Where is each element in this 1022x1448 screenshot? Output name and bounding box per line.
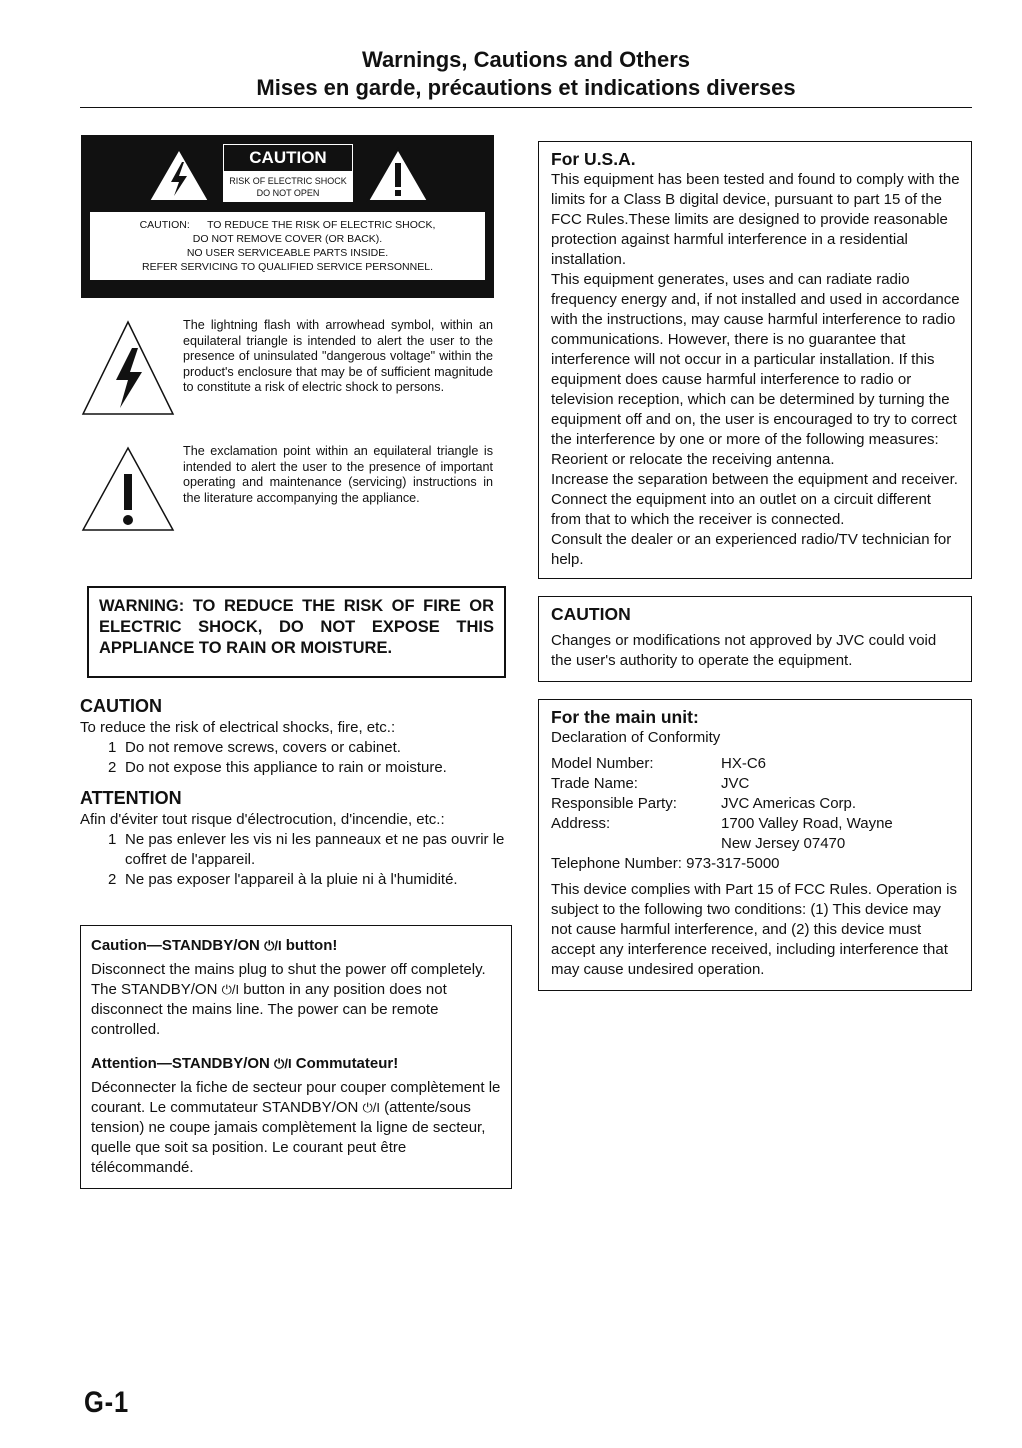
table-row: Responsible Party: JVC Americas Corp. <box>551 795 857 812</box>
telephone-line: Telephone Number: 973-317-5000 <box>551 855 780 872</box>
usa-measure-1: Reorient or relocate the receiving antenna. <box>551 451 835 468</box>
main-unit-box <box>538 699 972 991</box>
exclamation-symbol-description: The exclamation point within an equilateral triangle is intended to alert the user to the presence of important operating and maintenance (servicing) instructions in the literature accompanying the appliance. <box>183 444 493 505</box>
caution-label-line-2: DO NOT REMOVE COVER (OR BACK). <box>192 233 383 245</box>
attention-heading: ATTENTION <box>80 788 182 808</box>
caution-intro: To reduce the risk of electrical shocks, fire, etc.: <box>80 719 396 736</box>
caution-label-word: CAUTION <box>223 144 353 172</box>
risk-line-1: RISK OF ELECTRIC SHOCK <box>229 176 347 186</box>
lightning-symbol-description: The lightning flash with arrowhead symbol, within an equilateral triangle is intended to alert the user to the presence of uninsulated "dangerous voltage" within the product's enclosure that may be of sufficient magnitude to constitute a risk of electric shock to persons. <box>183 318 493 394</box>
power-icon: ⏻/I <box>264 938 282 953</box>
lightning-warning-icon <box>146 146 212 204</box>
caution-label-text <box>90 212 485 280</box>
caution-label-top <box>90 144 485 208</box>
caution-label-line-4: REFER SERVICING TO QUALIFIED SERVICE PERSONNEL. <box>142 261 433 273</box>
jvc-caution-heading: CAUTION <box>551 604 631 624</box>
right-column <box>538 141 972 991</box>
list-item: 1 Do not remove screws, covers or cabinet. <box>108 739 401 756</box>
page-number: G-1 <box>84 1386 130 1419</box>
usa-paragraph-2: This equipment generates, uses and can radiate radio frequency energy and, if not installed and used in accordance with the instructions, may cause harmful interference to radio communications. However, there is no guarantee that interference will not occur in a particular installation. If this equipment does cause harmful interference to radio or television reception, which can be determined by turning the equipment off and on, the user is encouraged to try to correct the interference by one or more of the following measures: <box>551 271 960 448</box>
table-row: Trade Name: JVC <box>551 775 750 792</box>
fire-shock-warning-box: WARNING: TO REDUCE THE RISK OF FIRE OR ELECTRIC SHOCK, DO NOT EXPOSE THIS APPLIANCE TO RAIN OR MOISTURE. <box>87 586 506 678</box>
caution-label-line-3: NO USER SERVICEABLE PARTS INSIDE. <box>186 247 389 259</box>
caution-label-center <box>223 144 353 202</box>
standby-heading-en: Caution—STANDBY/ON ⏻/I button! <box>91 937 338 954</box>
lightning-triangle-icon <box>80 318 176 418</box>
left-column <box>80 135 512 1189</box>
standby-text-en: Disconnect the mains plug to shut the power off completely. The STANDBY/ON ⏻/I button in any position does not disconnect the mains line. The power can be remote controlled. <box>91 961 486 1038</box>
usa-paragraph-1: This equipment has been tested and found to comply with the limits for a Class B digital device, pursuant to part 15 of the FCC Rules.These limits are designed to provide reasonable protection against harmful interference in a residential installation. <box>551 171 960 268</box>
page-header <box>80 46 972 102</box>
caution-label-line-1: CAUTION: TO REDUCE THE RISK OF ELECTRIC SHOCK, <box>139 219 436 231</box>
power-icon: ⏻/I <box>221 982 240 997</box>
standby-heading-fr: Attention—STANDBY/ON ⏻/I Commutateur! <box>91 1055 399 1072</box>
exclamation-triangle-icon <box>80 444 176 534</box>
usa-measure-4: Consult the dealer or an experienced radio/TV technician for help. <box>551 531 952 568</box>
main-unit-heading: For the main unit: <box>551 707 699 727</box>
list-item: 2 Ne pas exposer l'appareil à la pluie ni à l'humidité. <box>108 871 458 888</box>
list-item: 2 Do not expose this appliance to rain or moisture. <box>108 759 447 776</box>
standby-text-fr: Déconnecter la fiche de secteur pour couper complètement le courant. Le commutateur STANDBY/ON ⏻/I (attente/sous tension) ne coupe jamais complètement la ligne de secteur, quelle que soit sa position. Le courant peut être télécommandé. <box>91 1079 501 1176</box>
attention-section <box>80 786 512 890</box>
jvc-caution-box <box>538 596 972 682</box>
declaration-heading: Declaration of Conformity <box>551 729 721 746</box>
power-icon: ⏻/I <box>274 1056 292 1071</box>
caution-label <box>81 135 494 298</box>
usa-measure-2: Increase the separation between the equipment and receiver. <box>551 471 958 488</box>
standby-caution-box <box>80 925 512 1189</box>
table-row: Address: 1700 Valley Road, Wayne <box>551 815 893 832</box>
power-icon: ⏻/I <box>362 1100 381 1115</box>
jvc-caution-text: Changes or modifications not approved by JVC could void the user's authority to operate the equipment. <box>551 632 937 669</box>
attention-intro: Afin d'éviter tout risque d'électrocution, d'incendie, etc.: <box>80 811 445 828</box>
usa-heading: For U.S.A. <box>551 149 636 169</box>
usa-measure-3: Connect the equipment into an outlet on a circuit different from that to which the receiver is connected. <box>551 491 931 528</box>
caution-section <box>80 694 512 778</box>
exclamation-warning-icon <box>365 146 431 204</box>
page-title-fr: Mises en garde, précautions et indications diverses <box>256 75 796 100</box>
header-divider <box>80 107 972 108</box>
declaration-table <box>551 754 961 854</box>
caution-heading: CAUTION <box>80 696 162 716</box>
caution-label-risk <box>223 172 353 202</box>
exclamation-symbol-row <box>80 444 512 544</box>
page-title-en: Warnings, Cautions and Others <box>362 47 690 72</box>
table-row: Model Number: HX-C6 <box>551 755 767 772</box>
lightning-symbol-row <box>80 318 512 438</box>
list-item: 1 Ne pas enlever les vis ni les panneaux et ne pas ouvrir le coffret de l'appareil. <box>108 831 505 868</box>
table-row: New Jersey 07470 <box>721 835 846 852</box>
fcc-compliance-text: This device complies with Part 15 of FCC Rules. Operation is subject to the following two conditions: (1) This device may not cause harmful interference, and (2) this device must accept any interference received, including interference that may cause undesired operation. <box>551 881 957 978</box>
usa-fcc-box <box>538 141 972 579</box>
risk-line-2: DO NOT OPEN <box>256 188 320 198</box>
